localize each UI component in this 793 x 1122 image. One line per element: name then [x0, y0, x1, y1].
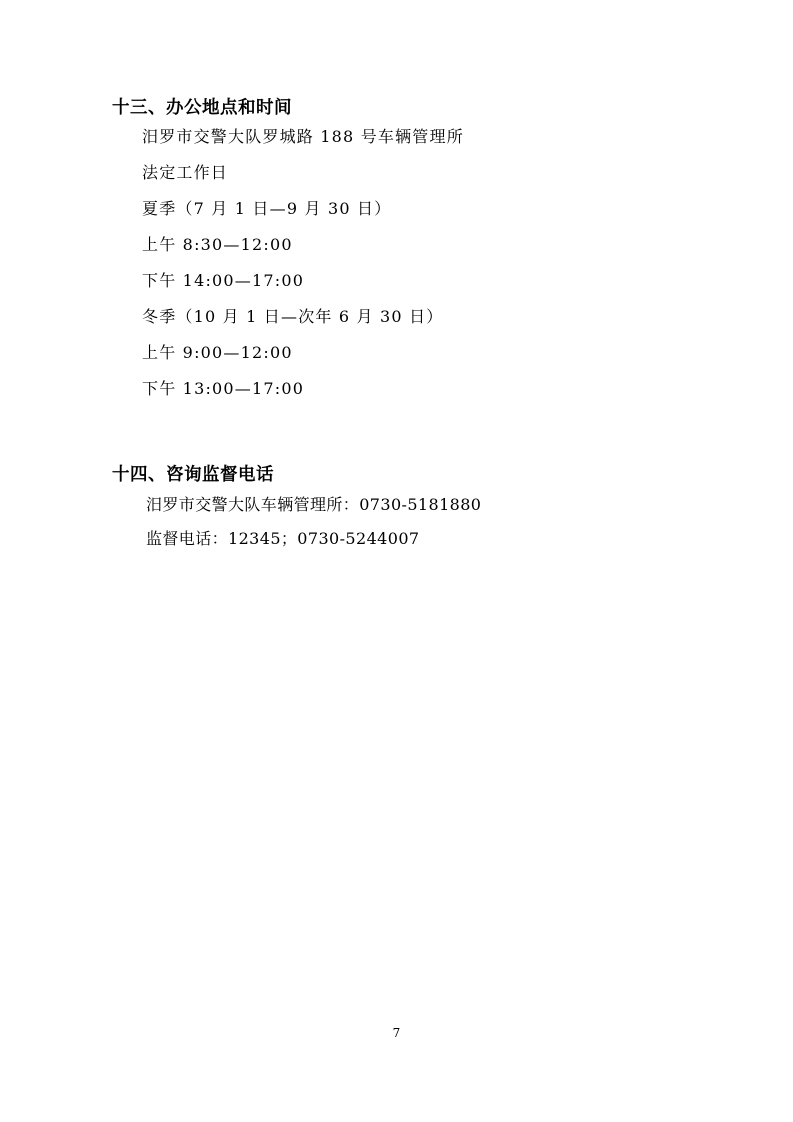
body-line: 上午 9:00—12:00 [142, 343, 293, 363]
section-spacer [112, 417, 683, 462]
body-line: 上午 8:30—12:00 [142, 235, 293, 255]
section-office-location-and-hours [112, 95, 683, 397]
body-line: 冬季（10 月 1 日—次年 6 月 30 日） [142, 307, 444, 327]
section-heading: 十四、咨询监督电话 [112, 465, 274, 486]
body-line: 下午 13:00—17:00 [142, 379, 305, 399]
body-line: 法定工作日 [142, 163, 229, 183]
body-line: 夏季（7 月 1 日—9 月 30 日） [142, 199, 392, 219]
body-line: 下午 14:00—17:00 [142, 271, 305, 291]
section-consultation-and-supervision-phone [112, 462, 683, 546]
body-line: 监督电话：12345；0730-5244007 [146, 528, 420, 548]
page-number: 7 [392, 1026, 401, 1040]
body-line: 汨罗市交警大队车辆管理所：0730-5181880 [146, 494, 482, 514]
section-heading: 十三、办公地点和时间 [112, 98, 292, 118]
body-line: 汨罗市交警大队罗城路 188 号车辆管理所 [142, 127, 464, 147]
